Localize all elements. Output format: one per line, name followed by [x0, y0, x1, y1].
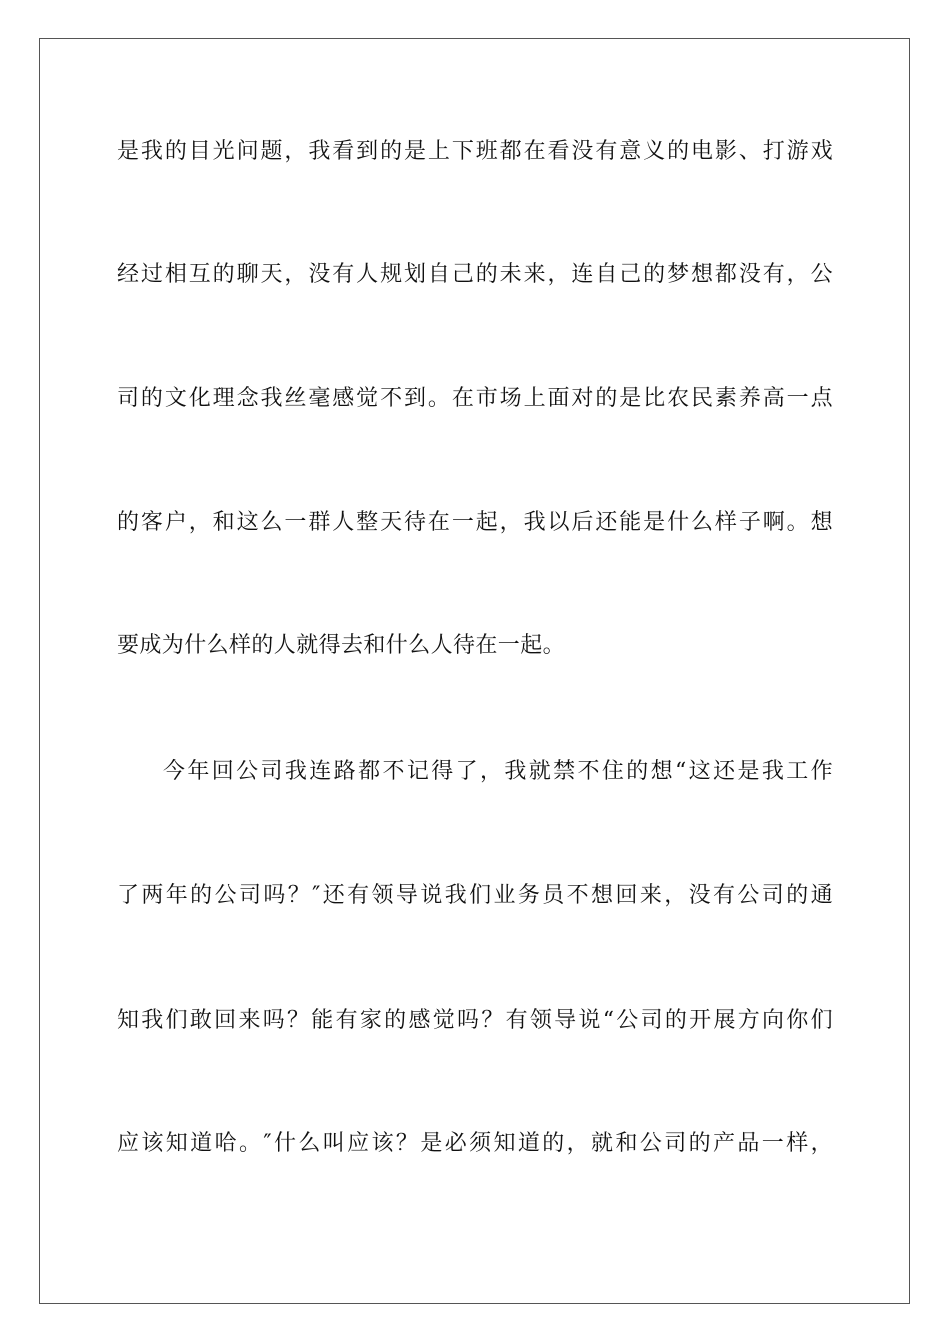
text-line: 要成为什么样的人就得去和什么人待在一起。: [117, 633, 566, 658]
text-line: 是我的目光问题，我看到的是上下班都在看没有意义的电影、打游戏: [117, 139, 833, 164]
text-line: 经过相互的聊天，没有人规划自己的未来，连自己的梦想都没有，公: [117, 262, 833, 287]
text-line: 了两年的公司吗？″还有领导说我们业务员不想回来，没有公司的通: [117, 883, 833, 908]
text-line: 的客户，和这么一群人整天待在一起，我以后还能是什么样子啊。想: [117, 510, 833, 535]
text-line: 知我们敢回来吗？能有家的感觉吗？有领导说“公司的开展方向你们: [117, 1008, 833, 1033]
text-line: 司的文化理念我丝毫感觉不到。在市场上面对的是比农民素养高一点: [117, 386, 833, 411]
page-frame: [39, 38, 910, 1304]
paragraph-first-line: 今年回公司我连路都不记得了，我就禁不住的想“这还是我工作: [163, 759, 833, 784]
text-line: 应该知道哈。″什么叫应该？是必须知道的，就和公司的产品一样，: [117, 1131, 833, 1156]
